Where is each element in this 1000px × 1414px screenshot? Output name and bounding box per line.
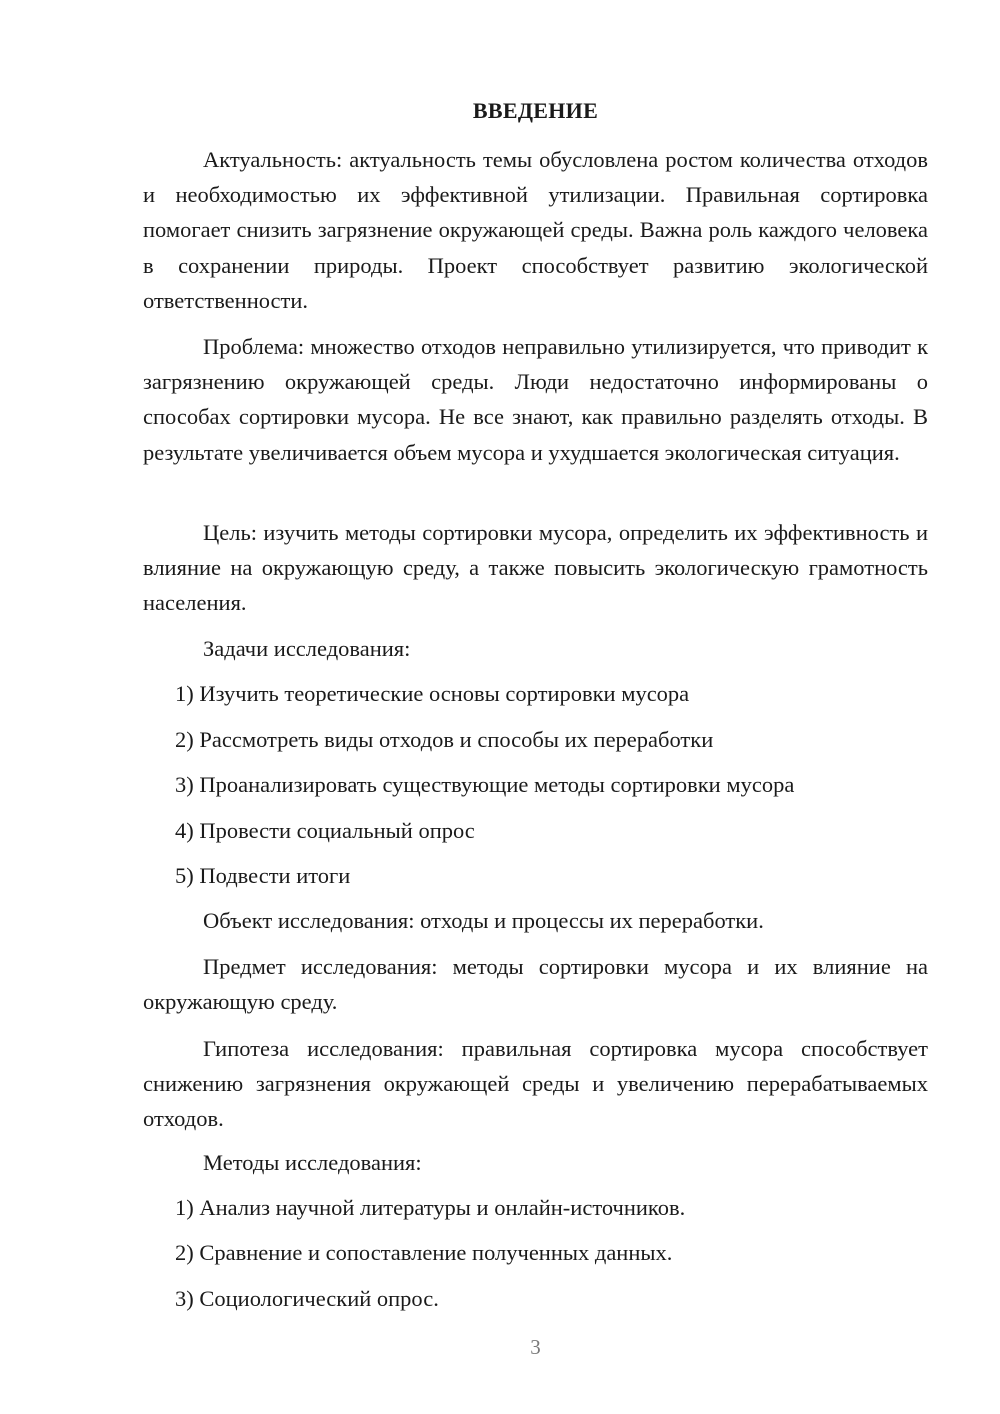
- tasks-heading: Задачи исследования:: [203, 636, 411, 661]
- hypothesis-paragraph: Гипотеза исследования: правильная сортировка мусора способствует снижению загрязнения окружающей среды и увеличению перерабатываемых отходов.: [143, 1036, 928, 1132]
- methods-heading: Методы исследования:: [203, 1150, 422, 1175]
- object-paragraph: Объект исследования: отходы и процессы их переработки.: [203, 908, 764, 933]
- problem-paragraph: Проблема: множество отходов неправильно утилизируется, что приводит к загрязнению окружающей среды. Люди недостаточно информированы о способах сортировки мусора. Не все знают, как правильно разделять отходы. В результате увеличивается объем мусора и ухудшается экологическая ситуация.: [143, 334, 928, 465]
- method-item: 3) Социологический опрос.: [175, 1286, 439, 1311]
- task-item: 2) Рассмотреть виды отходов и способы их переработки: [175, 727, 714, 752]
- relevance-paragraph: Актуальность: актуальность темы обусловлена ростом количества отходов и необходимостью их эффективной утилизации. Правильная сортировка помогает снизить загрязнение окружающей среды. Важна роль каждого человека в сохранении природы. Проект способствует развитию экологической ответственности.: [143, 147, 928, 313]
- page-number: 3: [530, 1335, 541, 1359]
- task-item: 1) Изучить теоретические основы сортировки мусора: [175, 681, 690, 706]
- task-item: 4) Провести социальный опрос: [175, 818, 475, 843]
- document-page: [143, 0, 928, 1414]
- goal-paragraph: Цель: изучить методы сортировки мусора, определить их эффективность и влияние на окружающую среду, а также повысить экологическую грамотность населения.: [143, 520, 928, 616]
- method-item: 2) Сравнение и сопоставление полученных данных.: [175, 1240, 673, 1265]
- task-item: 5) Подвести итоги: [175, 863, 351, 888]
- page-title: ВВЕДЕНИЕ: [472, 98, 599, 123]
- method-item: 1) Анализ научной литературы и онлайн-источников.: [175, 1195, 686, 1220]
- task-item: 3) Проанализировать существующие методы сортировки мусора: [175, 772, 795, 797]
- subject-paragraph: Предмет исследования: методы сортировки мусора и их влияние на окружающую среду.: [143, 954, 928, 1015]
